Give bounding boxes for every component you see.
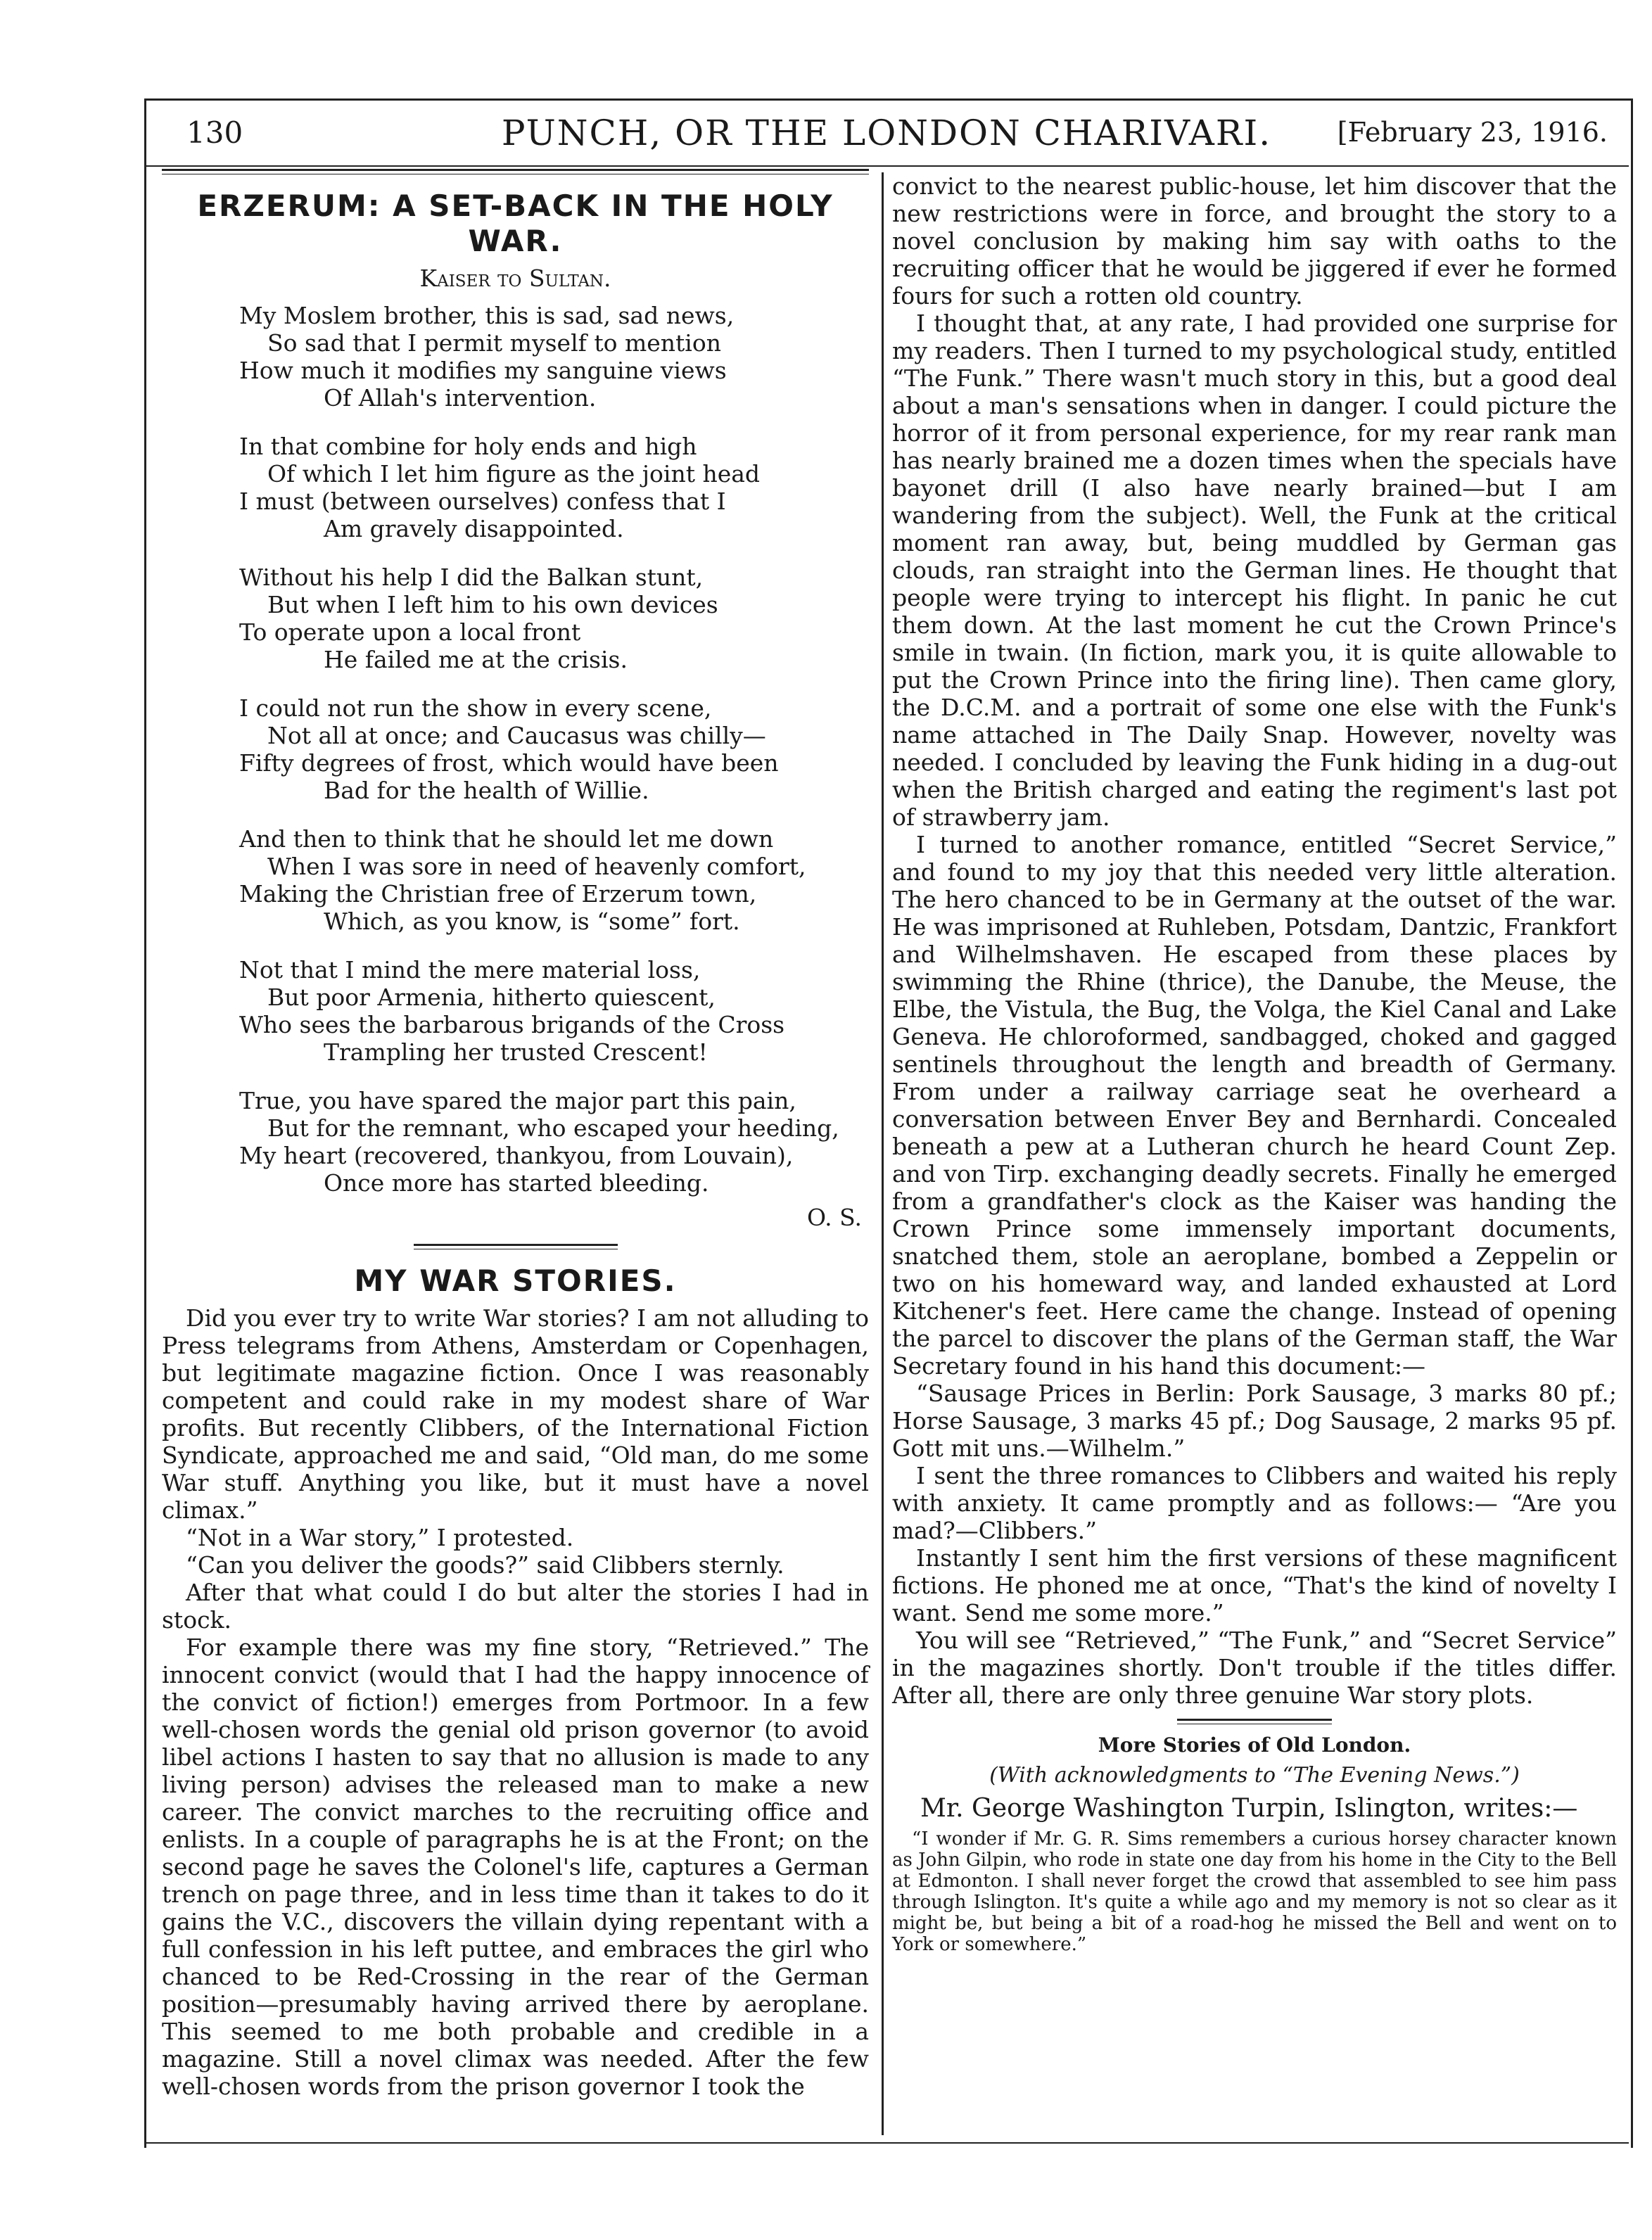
section-rule: [414, 1244, 618, 1249]
article-paragraph: convict to the nearest public-house, let him discover that the new restrictions were in force, and brought the story to a novel conclusion by making him say with oaths to the recruiting officer that he would be jiggered if ever he formed fours for such a rotten old country.: [892, 172, 1617, 310]
poem-line: Bad for the health of Willie.: [324, 777, 649, 804]
poem-line: So sad that I permit myself to mention: [267, 329, 721, 357]
poem-line: I must (between ourselves) confess that I: [239, 488, 726, 515]
article-paragraph: “Sausage Prices in Berlin: Pork Sausage, 3 marks 80 pf.; Horse Sausage, 3 marks 45 pf.; Dog Sausage, 2 marks 95 pf. Gott mit uns.—Wilhelm.”: [892, 1380, 1617, 1462]
correspondent-line: Mr. George Washington Turpin, Islington, writes:—: [920, 1794, 1578, 1823]
poem-line: Which, as you know, is “some” fort.: [324, 908, 740, 935]
poem-body: [239, 302, 869, 1197]
article-paragraph: “Can you deliver the goods?” said Clibbers sternly.: [186, 1551, 784, 1579]
poem-line: Making the Christian free of Erzerum town,: [239, 880, 757, 908]
article-paragraph: Instantly I sent him the first versions of these magnificent fictions. He phoned me at once, “That's the kind of novelty I want. Send me some more.”: [892, 1544, 1617, 1627]
poem-line: To operate upon a local front: [239, 618, 581, 646]
stanza: [239, 433, 869, 542]
poem-line: When I was sore in need of heavenly comfort,: [267, 853, 806, 880]
article-paragraph: “Not in a War story,” I protested.: [186, 1524, 574, 1551]
publication-title: PUNCH, OR THE LONDON CHARIVARI.: [501, 113, 1272, 153]
poem-line: Fifty degrees of frost, which would have been: [239, 749, 779, 777]
poem-line: Trampling her trusted Crescent!: [324, 1038, 708, 1066]
stanza: [239, 956, 869, 1066]
poem-line: Not that I mind the mere material loss,: [239, 956, 701, 984]
page-number: 130: [186, 115, 243, 150]
poem-line: I could not run the show in every scene,: [239, 694, 712, 722]
poem-line: My heart (recovered, thankyou, from Louvain),: [239, 1142, 794, 1169]
stanza: [239, 694, 869, 804]
stanza: [239, 564, 869, 673]
poem-line: Once more has started bleeding.: [324, 1169, 709, 1197]
poem-title: ERZERUM: A SET-BACK IN THE HOLY WAR.: [197, 189, 834, 258]
poem-line: Am gravely disappointed.: [324, 515, 624, 542]
letter-text: “I wonder if Mr. G. R. Sims remembers a curious horsey character known as John Gilpin, who rode in state one day from his home in the City to the Bell at Edmonton. I shall never forget the crowd that assembled to see him pass through Islington. It's quite a while ago and my memory is not so clear as it might be, but being a bit of a road-hog he missed the Bell and went on to York or somewhere.”: [892, 1828, 1617, 1955]
poem-line: Without his help I did the Balkan stunt,: [239, 564, 704, 591]
poem-subtitle: Kaiser to Sultan.: [419, 265, 611, 292]
issue-date: [February 23, 1916.: [1337, 117, 1608, 148]
poem-line: But when I left him to his own devices: [267, 591, 718, 618]
stanza: [239, 825, 869, 935]
right-column: [892, 172, 1617, 1955]
top-double-rule: [162, 169, 869, 174]
london-title: More Stories of Old London.: [1098, 1733, 1411, 1757]
page-header: [144, 113, 1629, 162]
poem-line: Who sees the barbarous brigands of the Cross: [239, 1011, 785, 1038]
poem-line: But for the remnant, who escaped your heeding,: [267, 1114, 839, 1142]
poem-line: In that combine for holy ends and high: [239, 433, 697, 460]
stanza: [239, 1087, 869, 1197]
column-divider: [882, 172, 884, 2135]
poem-line: But poor Armenia, hitherto quiescent,: [267, 984, 716, 1011]
article-title: MY WAR STORIES.: [354, 1264, 677, 1298]
article-paragraph: I thought that, at any rate, I had provided one surprise for my readers. Then I turned to my psychological study, entitled “The Funk.” There wasn't much story in this, but a good deal about a man's sensations when in danger. I could picture the horror of it from personal experience, for my rear rank man has nearly brained me a dozen times when the specials have bayonet drill (I also have nearly brained—but I am wandering from the subject). Well, the Funk at the critical moment ran away, but, being muddled by German gas clouds, ran straight into the German lines. He thought that people were trying to intercept his flight. In panic he cut them down. At the last moment he cut the Crown Prince's smile in twain. (In fiction, mark you, it is quite allowable to put the Crown Prince into the firing line). Then came glory, the D.C.M. and a portrait of some one else with the Funk's name attached in The Daily Snap. However, novelty was needed. I concluded by leaving the Funk hiding in a dug-out when the British charged and eating the regiment's last pot of strawberry jam.: [892, 310, 1617, 831]
article-paragraph: You will see “Retrieved,” “The Funk,” and “Secret Service” in the magazines shortly. Don't trouble if the titles differ. After all, there are only three genuine War story plots.: [892, 1627, 1617, 1709]
poem-line: He failed me at the crisis.: [324, 646, 628, 673]
article-paragraph: I turned to another romance, entitled “Secret Service,” and found to my joy that this needed very little alteration. The hero chanced to be in Germany at the outset of the war. He was imprisoned at Ruhleben, Potsdam, Dantzic, Frankfort and Wilhelmshaven. He escaped from these places by swimming the Rhine (thrice), the Danube, the Meuse, the Elbe, the Vistula, the Bug, the Volga, the Kiel Canal and Lake Geneva. He chloroformed, sandbagged, choked and gagged sentinels throughout the length and breadth of Germany. From under a railway carriage seat he overheard a conversation between Enver Bey and Bernhardi. Concealed beneath a pew at a Lutheran church he heard Count Zep. and von Tirp. exchanging deadly secrets. Finally he emerged from a grandfather's clock as the Kaiser was handing the Crown Prince some immensely important documents, snatched them, stole an aeroplane, bombed a Zeppelin or two on his homeward way, and landed exhausted at Lord Kitchener's feet. Here came the change. Instead of opening the parcel to discover the plans of the German staff, the War Secretary found in his hand this document:—: [892, 831, 1617, 1380]
article-paragraph: After that what could I do but alter the stories I had in stock.: [162, 1579, 869, 1634]
poem-line: And then to think that he should let me down: [239, 825, 774, 853]
article-paragraph: For example there was my fine story, “Retrieved.” The innocent convict (would that I had the happy innocence of the convict of fiction!) emerges from Portmoor. In a few well-chosen words the genial old prison governor (to avoid libel actions I hasten to say that no allusion is made to any living person) advises the released man to make a new career. The convict marches to the recruiting office and enlists. In a couple of paragraphs he is at the Front; on the second page he saves the Colonel's life, captures a German trench on page three, and in less time than it takes to do it gains the V.C., discovers the villain dying repentant with a full confession in his left puttee, and embraces the girl who chanced to be Red-Crossing in the rear of the German position—presumably having arrived there by aeroplane. This seemed to me both probable and credible in a magazine. Still a novel climax was needed. After the few well-chosen words from the prison governor I took the: [162, 1634, 869, 2100]
section-rule: [1177, 1719, 1332, 1724]
poem-line: How much it modifies my sanguine views: [239, 357, 727, 384]
header-rule: [144, 165, 1629, 167]
bottom-rule: [144, 2142, 1629, 2144]
poem-line: True, you have spared the major part this pain,: [239, 1087, 796, 1114]
poem-line: My Moslem brother, this is sad, sad news,: [239, 302, 735, 329]
poem-line: Not all at once; and Caucasus was chilly—: [267, 722, 766, 749]
poem-line: Of which I let him figure as the joint head: [267, 460, 761, 488]
poem-signature: O. S.: [806, 1204, 862, 1231]
poem-line: Of Allah's intervention.: [324, 384, 597, 412]
article-paragraph: I sent the three romances to Clibbers and waited his reply with anxiety. It came promptly and as follows:— “Are you mad?—Clibbers.”: [892, 1462, 1617, 1544]
article-paragraph: Did you ever try to write War stories? I am not alluding to Press telegrams from Athens, Amsterdam or Copenhagen, but legitimate magazine fiction. Once I was reasonably competent and could rake in my modest share of War profits. But recently Clibbers, of the International Fiction Syndicate, approached me and said, “Old man, do me some War stuff. Anything you like, but it must have a novel climax.”: [162, 1304, 869, 1524]
left-column: [162, 169, 869, 2100]
stanza: [239, 302, 869, 412]
acknowledgment: (With acknowledgments to “The Evening News.”): [989, 1763, 1520, 1788]
